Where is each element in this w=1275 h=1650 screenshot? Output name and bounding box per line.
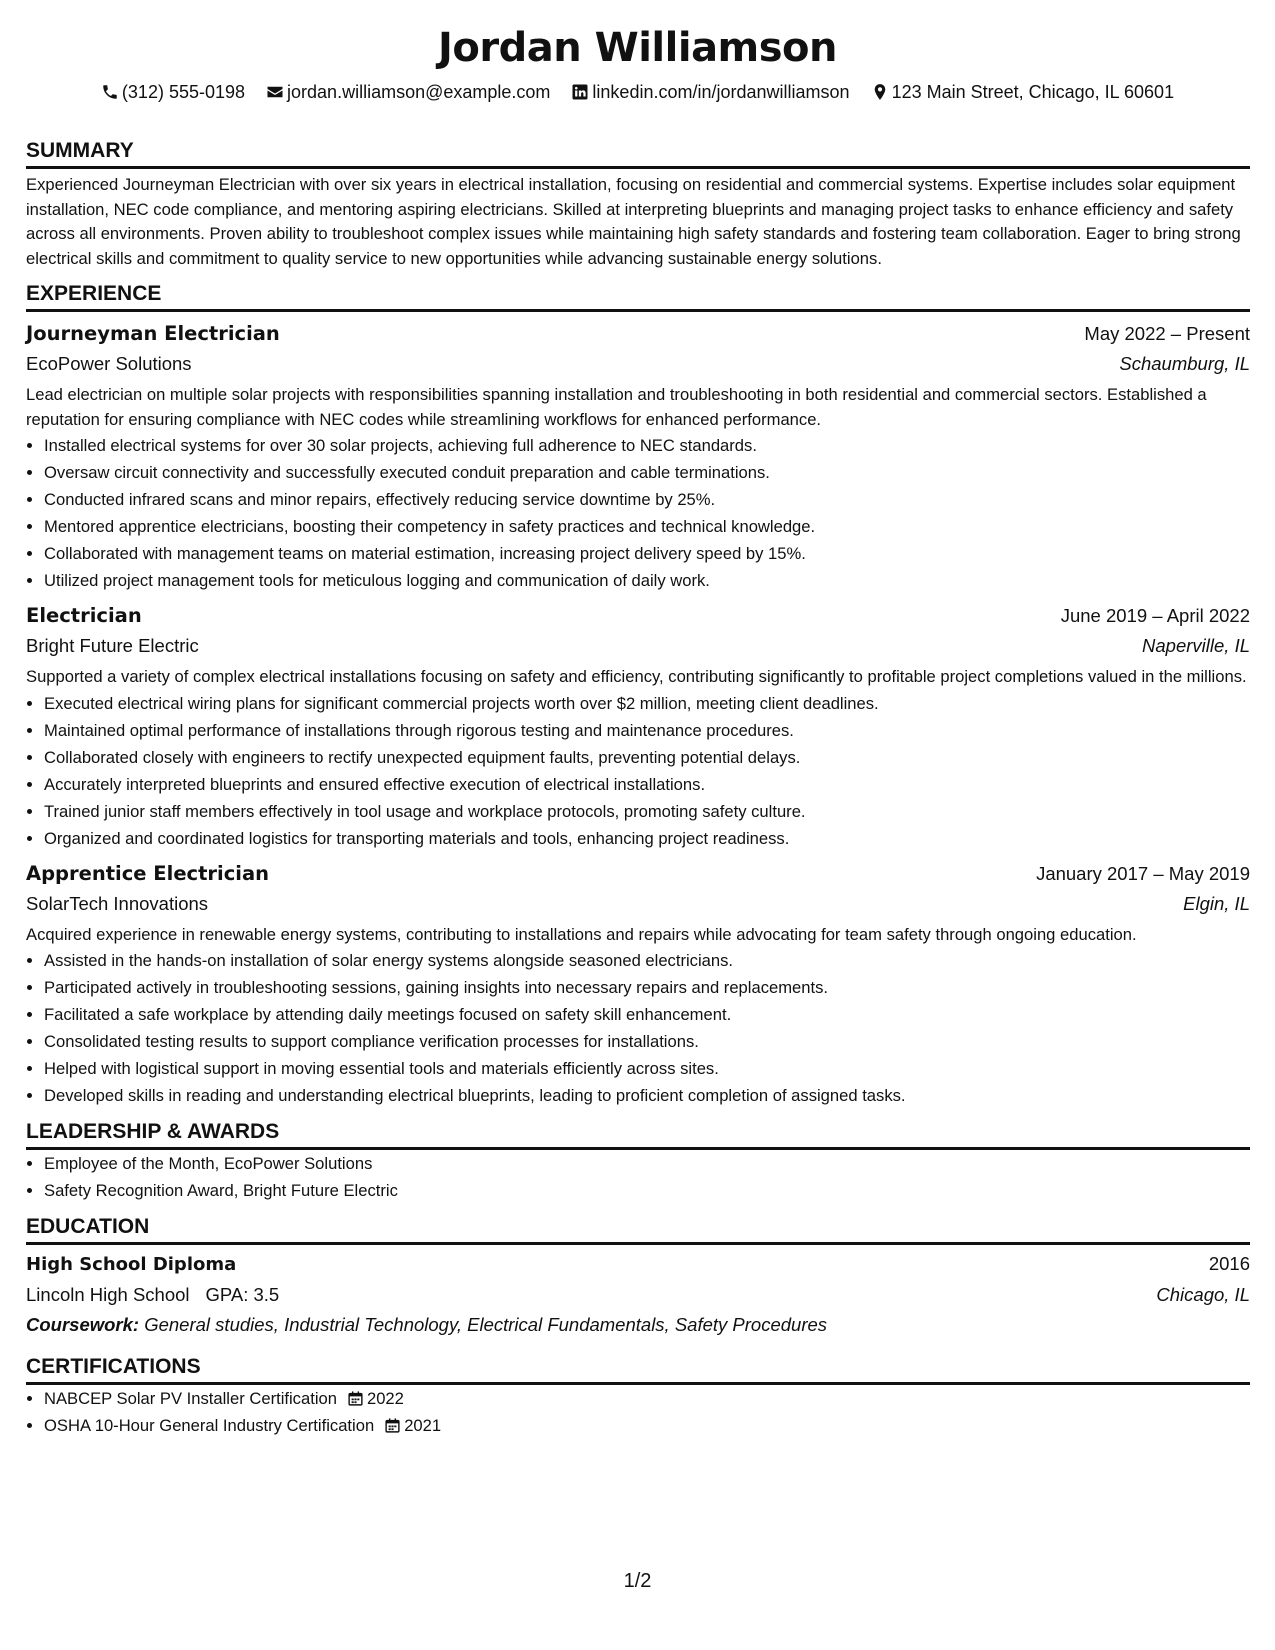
job-bullets [26,690,1250,852]
job-title: Journeyman Electrician [26,322,280,345]
linkedin-icon [571,83,589,101]
experience-heading: EXPERIENCE [26,281,1250,312]
list-item: • Participated actively in troubleshooting sessions, gaining insights into necessary repairs and replacements. [44,974,1250,1001]
contact-bar [0,80,1275,104]
job-description: Supported a variety of complex electrical installations focusing on safety and efficiency, contributing significantly to profitable project completions valued in the millions. [26,667,1247,686]
list-item: • Trained junior staff members effectively in tool usage and workplace protocols, promoting safety culture. [44,798,1250,825]
linkedin-text: linkedin.com/in/jordanwilliamson [592,82,850,102]
list-item: • Consolidated testing results to support compliance verification processes for installations. [44,1028,1250,1055]
education-heading: EDUCATION [26,1214,1250,1245]
job-title: Electrician [26,604,142,627]
job-dates: June 2019 – April 2022 [1060,605,1250,626]
list-item: • Employee of the Month, EcoPower Solutions [44,1150,1250,1177]
certifications-section [26,1354,1250,1439]
list-item: • Developed skills in reading and understanding electrical blueprints, leading to proficient completion of assigned tasks. [44,1082,1250,1109]
list-item [44,1385,1250,1412]
job-description: Acquired experience in renewable energy systems, contributing to installations and repairs while advocating for team safety through ongoing education. [26,924,1137,944]
coursework-label: Coursework: [26,1314,140,1335]
awards-list [26,1150,1250,1204]
coursework-text: General studies, Industrial Technology, Electrical Fundamentals, Safety Procedures [144,1314,828,1335]
job-description: Lead electrician on multiple solar projects with responsibilities spanning installation and troubleshooting in both residential and commercial sectors. Established a reputation for ensuring compliance with NEC codes while streamlining workflows for enhanced performance. [26,385,1207,429]
job-company: Bright Future Electric [26,635,199,656]
summary-heading: SUMMARY [26,138,1250,169]
contact-phone[interactable] [101,80,245,104]
awards-heading: LEADERSHIP & AWARDS [26,1119,1250,1150]
list-item [44,1412,1250,1439]
page-number: 1/2 [623,1570,652,1592]
contact-linkedin[interactable] [571,80,849,104]
cert-name: OSHA 10-Hour General Industry Certification [44,1416,375,1435]
gpa: GPA: 3.5 [205,1284,280,1305]
job-location: Naperville, IL [1142,635,1250,656]
list-item: • Installed electrical systems for over 30 solar projects, achieving full adherence to NEC standards. [44,432,1250,459]
cert-year: 2021 [404,1416,442,1435]
list-item: • Collaborated closely with engineers to rectify unexpected equipment faults, preventing potential delays. [44,744,1250,771]
address-text: 123 Main Street, Chicago, IL 60601 [891,82,1175,102]
job-entry [26,319,1250,594]
email-text: jordan.williamson@example.com [287,82,551,102]
job-location: Schaumburg, IL [1119,353,1250,374]
calendar-icon [347,1390,364,1407]
list-item: • Helped with logistical support in moving essential tools and materials efficiently across sites. [44,1055,1250,1082]
job-title: Apprentice Electrician [26,861,270,885]
job-location: Elgin, IL [1183,892,1250,914]
job-dates: January 2017 – May 2019 [1036,862,1250,884]
calendar-icon [384,1417,401,1434]
cert-year: 2022 [366,1389,404,1408]
phone-text: (312) 555-0198 [121,82,246,102]
degree: High School Diploma [26,1254,237,1275]
list-item: • Mentored apprentice electricians, boosting their competency in safety practices and technical knowledge. [44,513,1250,540]
awards-section [26,1119,1250,1204]
list-item: • Utilized project management tools for meticulous logging and communication of daily work. [44,567,1250,594]
list-item: • Accurately interpreted blueprints and ensured effective execution of electrical installations. [44,771,1250,798]
contact-address [871,80,1175,104]
school-info [26,1280,279,1310]
certifications-list [26,1385,1250,1439]
certifications-heading: CERTIFICATIONS [26,1354,1250,1385]
list-item: • Facilitated a safe workplace by attending daily meetings focused on safety skill enhancement. [44,1001,1250,1028]
coursework [26,1310,1250,1340]
candidate-name: Jordan Williamson [437,25,838,71]
education-section [26,1214,1250,1340]
school-name: Lincoln High School [26,1284,190,1305]
list-item: • Safety Recognition Award, Bright Future Electric [44,1177,1250,1204]
envelope-icon [266,83,284,101]
job-company: EcoPower Solutions [26,353,192,374]
job-entry [26,859,1250,1110]
list-item: • Executed electrical wiring plans for significant commercial projects worth over $2 million, meeting client deadlines. [44,690,1250,717]
summary-section [26,138,1250,271]
experience-section [26,281,1250,1109]
map-pin-icon [871,83,889,101]
list-item: • Collaborated with management teams on material estimation, increasing project delivery speed by 15%. [44,540,1250,567]
phone-icon [101,83,119,101]
job-bullets [26,432,1250,594]
cert-name: NABCEP Solar PV Installer Certification [44,1389,337,1408]
job-entry [26,601,1250,852]
job-company: SolarTech Innovations [26,892,209,914]
list-item: • Oversaw circuit connectivity and successfully executed conduit preparation and cable terminations. [44,459,1250,486]
list-item: • Maintained optimal performance of installations through rigorous testing and maintenance procedures. [44,717,1250,744]
list-item: • Assisted in the hands-on installation of solar energy systems alongside seasoned electricians. [44,947,1250,974]
school-location: Chicago, IL [1156,1284,1250,1305]
list-item: • Organized and coordinated logistics for transporting materials and tools, enhancing project readiness. [44,825,1250,852]
graduation-year: 2016 [1208,1253,1250,1274]
job-dates: May 2022 – Present [1084,323,1250,344]
list-item: • Conducted infrared scans and minor repairs, effectively reducing service downtime by 25%. [44,486,1250,513]
contact-email[interactable] [266,80,550,104]
resume-body [26,138,1250,1449]
summary-text: Experienced Journeyman Electrician with over six years in electrical installation, focusing on residential and commercial systems. Expertise includes solar equipment installation, NEC code compliance, and mentoring aspiring electricians. Skilled at interpreting blueprints and managing project tasks to enhance efficiency and safety across all environments. Proven ability to troubleshoot complex issues while maintaining high safety standards and fostering team collaboration. Eager to bring strong electrical skills and commitment to quality service to new opportunities while advancing sustainable energy solutions. [26,175,1241,268]
job-bullets [26,947,1250,1109]
